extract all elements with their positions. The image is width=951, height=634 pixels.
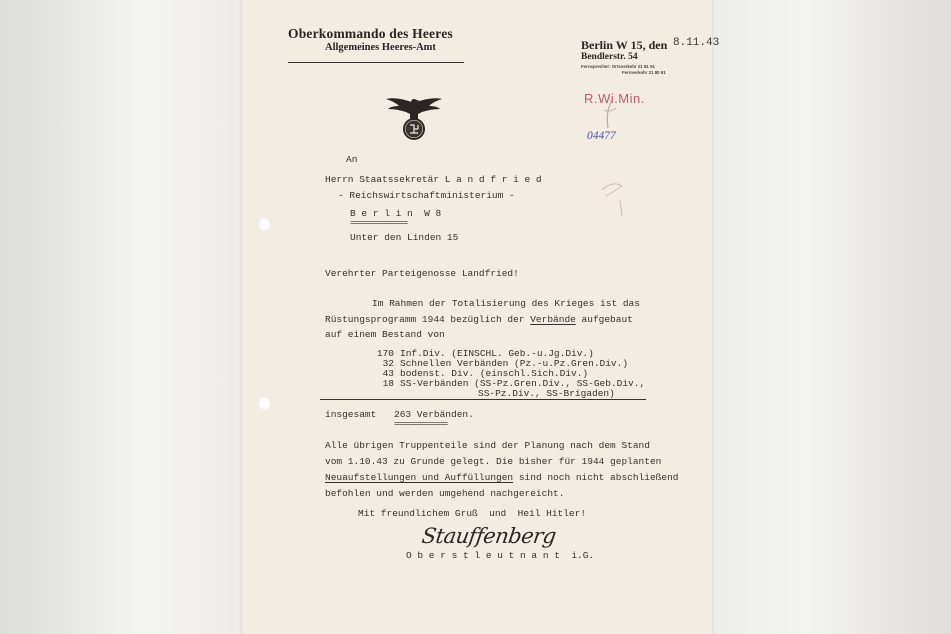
punch-hole-top — [258, 218, 271, 231]
pencil-marks — [560, 158, 638, 249]
letter-sheet — [242, 0, 720, 634]
letterhead-rule — [288, 62, 464, 63]
unit-description: Schnellen Verbänden (Pz.-u.Pz.Gren.Div.) — [400, 358, 629, 369]
unit-description: SS-Pz.Div., SS-Brigaden) — [478, 388, 615, 399]
paragraph-2-line-2: vom 1.10.43 zu Grunde gelegt. Die bisher für 1944 geplanten — [325, 456, 662, 467]
department-name: Allgemeines Heeres-Amt — [325, 42, 436, 53]
address-prefix: An — [346, 154, 358, 165]
phone-local: Fernsprecher: Ortsverkehr 21 81 91 — [581, 64, 655, 69]
registry-number: 04477 — [587, 130, 616, 142]
background-right — [712, 0, 951, 634]
unit-description: SS-Verbänden (SS-Pz.Gren.Div., SS-Geb.Div., — [400, 378, 646, 389]
unit-description: bodenst. Div. (einschl.Sich.Div.) — [400, 368, 589, 379]
total-label: insgesamt — [325, 409, 377, 420]
paragraph-2-line-4: befohlen und werden umgehend nachgereicht. — [325, 488, 565, 499]
paragraph-2-line-1: Alle übrigen Truppenteile sind der Planung nach dem Stand — [325, 440, 650, 451]
recipient-city: B e r l i n W 8 — [350, 208, 442, 219]
background-left — [0, 0, 242, 634]
list-total-rule — [320, 399, 646, 400]
unit-count: 170 — [376, 348, 394, 359]
greeting: Verehrter Parteigenosse Landfried! — [325, 268, 519, 279]
recipient-street: Unter den Linden 15 — [350, 232, 459, 243]
unit-count: 43 — [382, 368, 394, 379]
phone-long-distance: Fernverkehr 21 80 91 — [622, 70, 666, 75]
paragraph-1-line-1: Im Rahmen der Totalisierung des Krieges ist das — [372, 298, 640, 309]
signatory-rank: O b e r s t l e u t n a n t i.G. — [406, 550, 595, 561]
total-value: 263 Verbänden. — [394, 409, 474, 420]
letterhead-place: Berlin W 15, den — [581, 38, 668, 52]
organization-name: Oberkommando des Heeres — [288, 26, 453, 41]
recipient-ministry: - Reichswirtschaftministerium - — [338, 190, 515, 201]
recipient-name: Herrn Staatssekretär L a n d f r i e d — [325, 174, 542, 185]
closing-line: Mit freundlichem Gruß und Heil Hitler! — [358, 508, 587, 519]
paragraph-1-line-2: Rüstungsprogramm 1944 bezüglich der Verbände aufgebaut — [325, 314, 633, 325]
paragraph-1-line-3: auf einem Bestand von — [325, 329, 445, 340]
letterhead-street: Bendlerstr. 54 — [581, 52, 638, 62]
punch-hole-bottom — [258, 397, 271, 410]
unit-count: 18 — [382, 378, 394, 389]
unit-count: 32 — [382, 358, 394, 369]
total-underline: ============== — [394, 420, 448, 429]
handwritten-signature: Stauffenberg — [420, 524, 558, 548]
letter-date: 8.11.43 — [673, 37, 720, 49]
unit-description: Inf.Div. (EINSCHL. Geb.-u.Jg.Div.) — [400, 348, 594, 359]
eagle-emblem-icon — [346, 75, 444, 164]
paragraph-2-line-3: Neuaufstellungen und Auffüllungen sind noch nicht abschließend — [325, 472, 679, 483]
city-underline: =============== — [350, 219, 408, 228]
ministry-stamp: R.Wi.Min. — [584, 91, 645, 106]
